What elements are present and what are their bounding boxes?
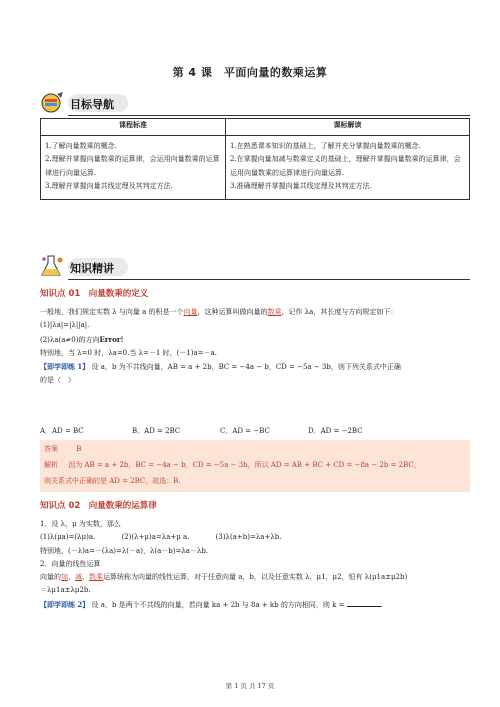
text: 、 <box>68 573 75 582</box>
flask-icon <box>40 254 66 278</box>
exercise-tag: 【即学即练 2】 <box>40 599 90 609</box>
table-header-interpretation: 课标解读 <box>226 119 470 136</box>
text: 向量的 <box>40 573 61 582</box>
keyword-scalar-mult: 数乘 <box>267 308 282 316</box>
answer-line <box>44 444 81 455</box>
law-2: (2)(λ+μ)a=λa+μ a. <box>121 533 190 542</box>
knowledge-point-2-title: 知识点 02 向量数乘的运算律 <box>40 501 157 511</box>
analysis-label: 解析 <box>44 461 58 469</box>
analysis-text: 因为 AB = a + 2b，BC = −4a − b，CD = −5a − 3b，所以 AD = AB + BC + CD = −8a − 2b = 2BC， <box>68 461 421 469</box>
exercise-1 <box>40 360 470 374</box>
standard-item: 3.理解并掌握向量共线定理及其判定方法. <box>45 181 173 190</box>
exercise-2 <box>40 598 470 612</box>
exercise-text-cont: 的是（ ） <box>40 376 75 385</box>
page-title: 第 4 课 平面向量的数乘运算 <box>172 66 328 79</box>
option-b[interactable]: B．AD = 2BC <box>132 427 181 435</box>
knowledge-point-1-title: 知识点 01 向量数乘的定义 <box>40 289 149 299</box>
exercise-text: 设 a，b 是两个不共线的向量，若向量 ka + 2b 与 8a + kb 的方向相同，则 k = <box>91 600 345 609</box>
analysis-conclusion: 则关系式中正确的是 AD = 2BC，故选：B. <box>44 477 181 485</box>
standard-item: 1.了解向量数乘的概念. <box>45 142 117 150</box>
exercise-text: 设 a，b 为不共线向量，AB = a + 2b，BC = −4a − b，CD = −5a − 3b，则下列关系式中正确 <box>91 363 401 372</box>
kp2-special: 特别地，(－λ)a=－(λa)=λ(－a)，λ(a－b)=λa－λb. <box>40 546 209 555</box>
kp2-laws <box>40 531 470 544</box>
table-header-standard: 课程标准 <box>41 119 226 136</box>
section-header-knowledge <box>40 254 470 280</box>
law-1: (1)λ(μa)=(λμ)a. <box>40 533 96 542</box>
kp2-body <box>40 518 470 612</box>
standard-item: 2.理解并掌握向量数乘的运算律，会运用向量数乘的运算律进行向量运算. <box>45 155 220 177</box>
kp1-body <box>40 306 470 388</box>
special-case: 特别地，当 λ=0 时，λa=0.当 λ=－1 时，(－1)a=－a. <box>40 348 217 357</box>
text: 、 <box>82 573 89 582</box>
interpretation-item: 1.在熟悉课本知识的基础上，了解并充分掌握向量数乘的概念. <box>230 142 421 150</box>
answer-value: B <box>76 445 82 453</box>
option-c[interactable]: C．AD = −BC <box>220 427 270 435</box>
goals-table <box>40 118 470 200</box>
section-title-knowledge: 知识精讲 <box>70 262 114 275</box>
table-cell-standard <box>41 136 226 200</box>
text: ，记作 λa，其长度与方向规定如下： <box>281 308 398 316</box>
answer-blank[interactable] <box>347 600 381 607</box>
table-cell-interpretation <box>226 136 470 200</box>
text: . <box>380 600 383 609</box>
kp2-subtitle: 2．向量的线性运算 <box>40 559 101 568</box>
exercise-tag: 【即学即练 1】 <box>40 362 90 372</box>
kp1-intro <box>40 306 470 319</box>
text: 一般地，我们规定实数 λ 与向量 a 的积是一个 <box>40 308 184 316</box>
interpretation-item: 2.在掌握向量加减与数乘定义的基础上，理解并掌握向量数乘的运算律，会运用向量数乘的运算律进行向量运算. <box>230 155 461 177</box>
rule-length: (1)|λa|=|λ||a|. <box>40 321 90 330</box>
pen-icon <box>40 90 66 114</box>
text: ，这种运算叫做向量的 <box>197 308 268 316</box>
kp2-linear-ops-cont: ＝λμ1a±λμ2b. <box>40 586 91 595</box>
keyword-vector: 向量 <box>183 308 198 316</box>
option-d[interactable]: D．AD = −2BC <box>308 427 363 435</box>
interpretation-item: 3.准确理解并掌握向量共线定理及其判定方法. <box>230 181 372 190</box>
page-footer: 第 1 页 共 17 页 <box>225 682 275 690</box>
text: (2)λa(a≠0)的方向 <box>40 335 100 344</box>
keyword-subtract: 减 <box>75 573 82 582</box>
section-title-goals: 目标导航 <box>70 98 114 111</box>
analysis-line <box>44 460 421 471</box>
section-header-goals <box>40 90 470 116</box>
kp2-linear-ops <box>40 571 470 584</box>
text: 运算统称为向量的线性运算，对于任意向量 a，b，以及任意实数 λ，μ1，μ2，恒有 λ(μ1a±μ2b) <box>103 573 408 582</box>
error-text: Error! <box>99 334 124 344</box>
option-a[interactable]: A．AD = BC <box>40 427 84 435</box>
answer-label: 答案 <box>44 445 58 453</box>
divider <box>68 279 470 281</box>
law-3: (3)λ(a+b)=λa+λb. <box>215 533 282 542</box>
kp2-line: 1．设 λ，μ 为实数，那么 <box>40 520 121 528</box>
keyword-add: 加 <box>61 573 68 582</box>
rule-direction <box>40 333 470 347</box>
divider <box>68 115 470 117</box>
answer-box <box>40 440 470 492</box>
keyword-scalar-mult: 数乘 <box>89 573 103 582</box>
